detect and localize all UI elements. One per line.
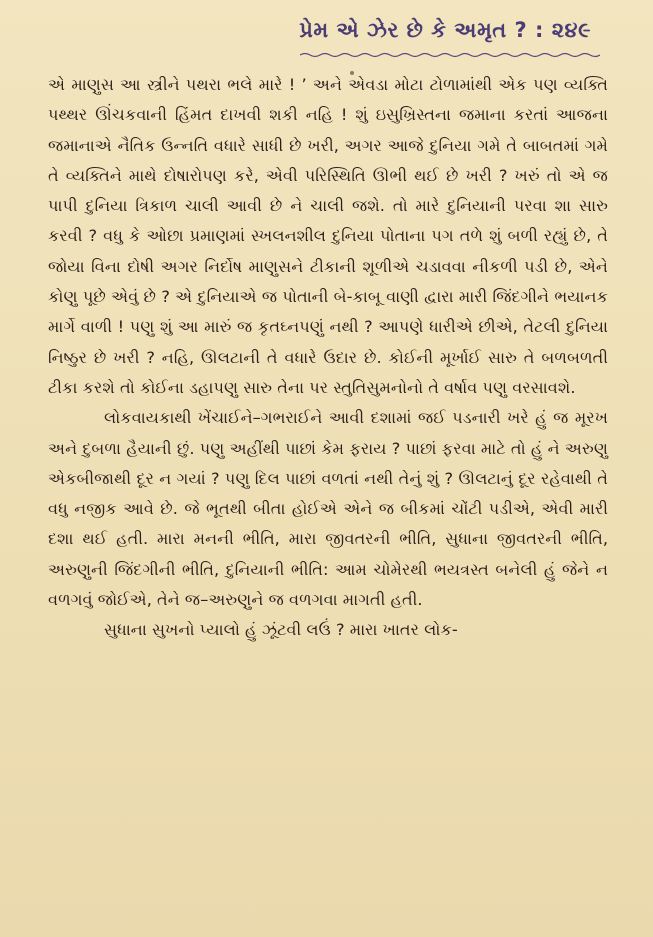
running-title: પ્રેમ એ ઝેર છે કે અમૃત ? : ૨૪૯ — [299, 18, 591, 42]
decorative-wavy-rule — [300, 52, 600, 58]
paragraph-2: લોકવાયકાથી ખેંચાઈને–ગભરાઈને આવી દશામાં જઈ પડનારી ખરે હું જ મૂરખ અને દુબળા હૈયાની છું. પણુ અહીંથી પાછાં કેમ ફરાય ? પાછાં ફરવા માટે તો હું ને અરુણુ એકબીજાથી દૂર ન ગયાં ? પણુ દિલ પાછાં વળતાં નથી તેનું શું ? ઊલટાનું દૂર રહેવાથી તે વધુ નજીક આવે છે. જે ભૂતથી બીતા હોઈએ એને જ બીકમાં ચોંટી પડીએ, એવી મારી દશા થઈ હતી. મારા મનની ભીતિ, મારા જીવતરની ભીતિ, સુધાના જીવતરની ભીતિ, અરુણુની જિંદગીની ભીતિ, દુનિયાની ભીતિ: આમ ચોમેરથી ભયત્રસ્ત બનેલી હું જેને ન વળગવું જોઈએ, તેને જ–અરુણુને જ વળગવા માગતી હતી. — [48, 408, 608, 610]
body-text — [48, 70, 608, 646]
paragraph-3: સુધાના સુખનો પ્યાલો હું ઝૂંટવી લઉં ? મારા ખાતર લોક- — [104, 620, 458, 640]
paragraph-1: એ માણુસ આ સ્ત્રીને પથરા ભલે મારે ! ’ અને એવડા મોટા ટોળામાંથી એક પણ વ્યક્તિ પથ્થર ઊંચકવાની હિંમત દાખવી શકી નહિ ! શું ઇસુખ્રિસ્તના જમાના કરતાં આજના જમાનાએ નૈતિક ઉન્નતિ વધારે સાધી છે ખરી, અગર આજે દુનિયા ગમે તે બાબતમાં ગમે તે વ્યક્તિને માથે દોષારોપણ કરે, એવી પરિસ્થિતિ ઊભી થઈ છે ખરી ? ખરું તો એ જ પાપી દુનિયા ત્રિકાળ ચાલી આવી છે ને ચાલી જશે. તો મારે દુનિયાની પરવા શા સારુ કરવી ? વધુ કે ઓછા પ્રમાણમાં સ્ખલનશીલ દુનિયા પોતાના પગ તળે શું બળી રહ્યું છે, તે જોયા વિના દોષી અગર નિર્દોષ માણુસને ટીકાની શૂળીએ ચડાવવા નીકળી પડી છે, એને કોણુ પૂછે એવું છે ? એ દુનિયાએ જ પોતાની બે-કાબૂ વાણી દ્વારા મારી જિંદગીને ભયાનક માર્ગે વાળી ! પણુ શું આ મારું જ કૃતઘ્નપણું નથી ? આપણે ધારીએ છીએ, તેટલી દુનિયા નિષ્ઠુર છે ખરી ? નહિ, ઊલટાની તે વધારે ઉદાર છે. કોઈની મૂર્ખાઈ સારુ તે બળબળતી ટીકા કરશે તો કોઈના ડહાપણુ સારુ તેના પર સ્તુતિસુમનોનો તે વર્ષાવ પણુ વરસાવશે. — [48, 75, 608, 397]
running-header — [299, 18, 591, 43]
